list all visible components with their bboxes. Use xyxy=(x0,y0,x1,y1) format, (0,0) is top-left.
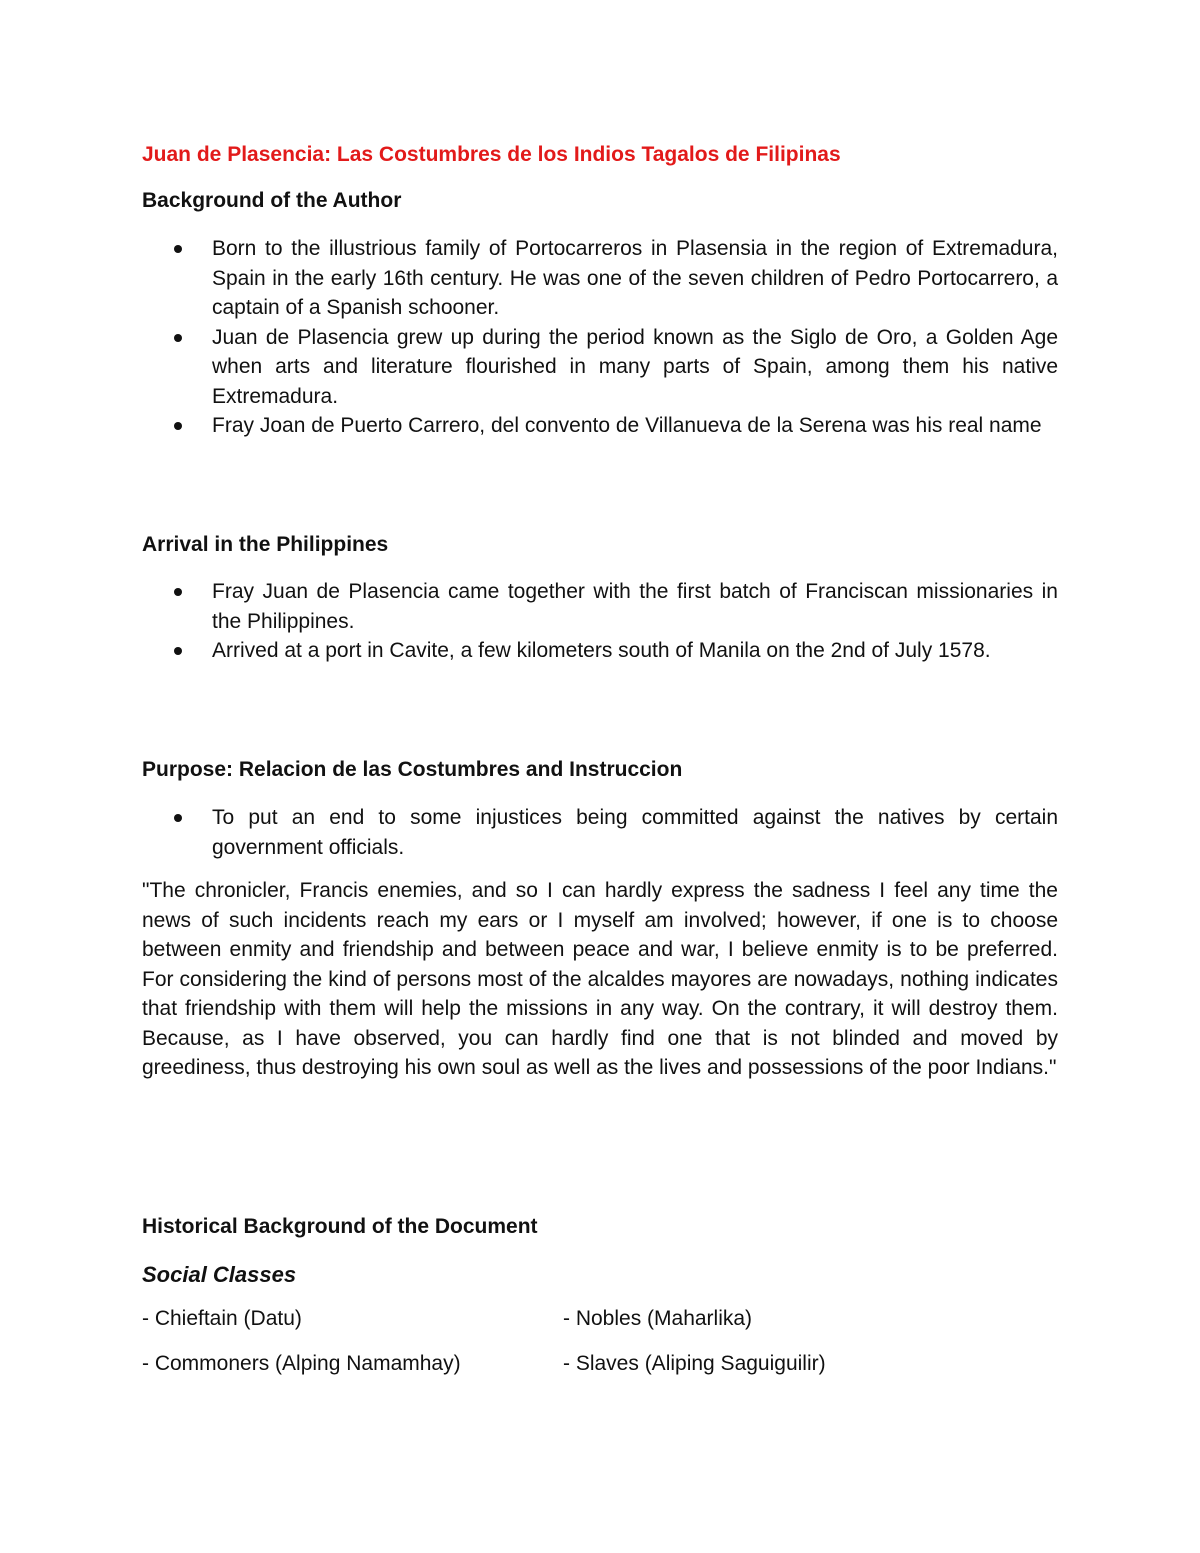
list-item xyxy=(174,636,1058,666)
social-class-slaves: - Slaves (Aliping Saguiguilir) xyxy=(563,1352,826,1375)
section-heading-arrival: Arrival in the Philippines xyxy=(142,533,389,556)
social-class-nobles: - Nobles (Maharlika) xyxy=(563,1307,753,1330)
list-item-text: Fray Joan de Puerto Carrero, del convento de Villanueva de la Serena was his real name xyxy=(212,414,1042,437)
purpose-list xyxy=(174,803,1058,862)
list-item-text: Arrived at a port in Cavite, a few kilometers south of Manila on the 2nd of July 1578. xyxy=(212,639,991,662)
section-heading-historical: Historical Background of the Document xyxy=(142,1215,538,1238)
arrival-list xyxy=(174,577,1058,666)
bullet-icon xyxy=(174,334,182,342)
list-item-text: To put an end to some injustices being committed against the natives by certain government officials. xyxy=(212,806,1058,859)
list-item-text: Fray Juan de Plasencia came together with the first batch of Franciscan missionaries in the Philippines. xyxy=(212,580,1058,633)
bullet-icon xyxy=(174,814,182,822)
list-item xyxy=(174,323,1058,412)
list-item xyxy=(174,411,1058,441)
bullet-icon xyxy=(174,647,182,655)
list-item-text: Juan de Plasencia grew up during the period known as the Siglo de Oro, a Golden Age when arts and literature flourished in many parts of Spain, among them his native Extremadura. xyxy=(212,325,1058,408)
list-item xyxy=(174,577,1058,636)
social-classes-subheading: Social Classes xyxy=(142,1262,297,1287)
section-heading-purpose: Purpose: Relacion de las Costumbres and Instruccion xyxy=(142,758,683,781)
social-class-commoners: - Commoners (Alping Namamhay) xyxy=(142,1352,461,1375)
list-item-text: Born to the illustrious family of Portocarreros in Plasensia in the region of Extremadura, Spain in the early 16th century. He was one of the seven children of Pedro Portocarrero, a captain of a Spanish schooner. xyxy=(212,237,1058,319)
list-item xyxy=(174,234,1058,323)
chronicler-quote: "The chronicler, Francis enemies, and so I can hardly express the sadness I feel any time the news of such incidents reach my ears or I myself am involved; however, if one is to choose between enmity and friendship and between peace and war, I believe enmity is to be preferred. For considering the kind of persons most of the alcaldes mayores are nowadays, nothing indicates that friendship with them will help the missions in any way. On the contrary, it will destroy them. Because, as I have observed, you can hardly find one that is not blinded and moved by greediness, thus destroying his own soul as well as the lives and possessions of the poor Indians." xyxy=(142,879,1058,1079)
bullet-icon xyxy=(174,422,182,430)
section-heading-background: Background of the Author xyxy=(142,189,402,212)
background-list xyxy=(174,234,1058,441)
bullet-icon xyxy=(174,588,182,596)
list-item xyxy=(174,803,1058,862)
bullet-icon xyxy=(174,245,182,253)
document-title: Juan de Plasencia: Las Costumbres de los Indios Tagalos de Filipinas xyxy=(142,143,841,166)
social-class-chieftain: - Chieftain (Datu) xyxy=(142,1307,302,1330)
